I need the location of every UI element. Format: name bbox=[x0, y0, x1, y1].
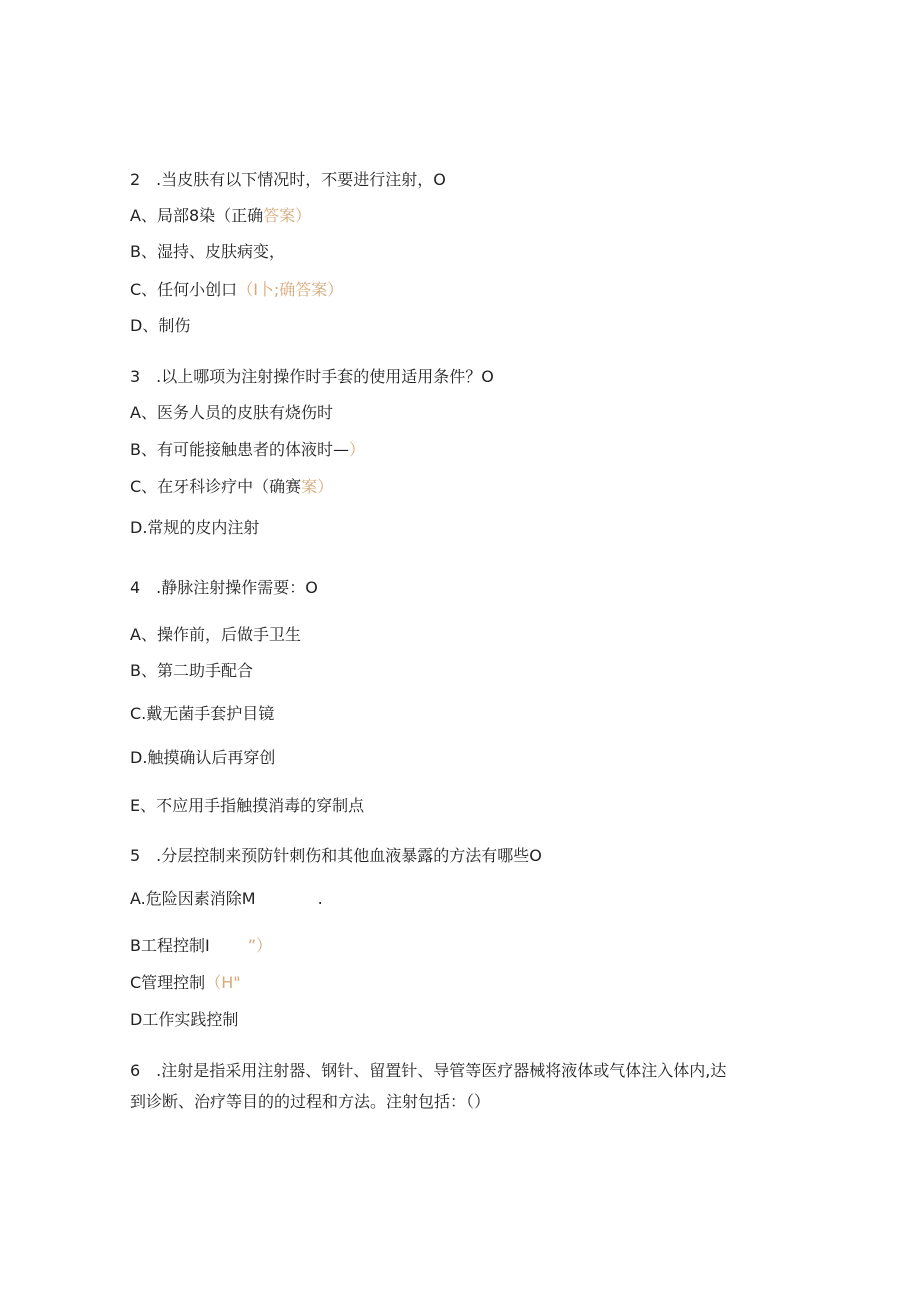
question-3-option-a: A、医务人员的皮肤有烧伤时 bbox=[130, 403, 333, 422]
answer-note: ） bbox=[348, 440, 365, 459]
question-5-option-a: A.危险因素消除M . bbox=[130, 889, 323, 908]
answer-note: 答案） bbox=[263, 206, 312, 225]
answer-note: ”） bbox=[247, 936, 272, 955]
question-2-option-a: A、局部8染（正确答案） bbox=[130, 206, 312, 225]
question-3-stem: 3 .以上哪项为注射操作时手套的使用适用条件？O bbox=[130, 367, 494, 386]
question-5-option-d: D工作实践控制 bbox=[130, 1010, 239, 1029]
question-3-option-d: D.常规的皮内注射 bbox=[130, 518, 260, 537]
question-4-option-e: E、不应用手指触摸消毒的穿制点 bbox=[130, 796, 365, 815]
question-2-option-c: C、任何小创口（I卜;确答案） bbox=[130, 280, 344, 299]
question-4-stem: 4 .静脉注射操作需要：O bbox=[130, 578, 318, 597]
question-6-stem-line-2: 到诊断、治疗等目的的过程和方法。注射包括：（） bbox=[130, 1092, 491, 1111]
question-2-option-b: B、湿持、皮肤病变， bbox=[130, 242, 285, 261]
question-5-option-b: B工程控制I ”） bbox=[130, 936, 272, 955]
answer-note: （I卜;确答案） bbox=[237, 280, 344, 299]
question-4-option-a: A、操作前，后做手卫生 bbox=[130, 625, 301, 644]
question-4-option-d: D.触摸确认后再穿创 bbox=[130, 748, 276, 767]
answer-note: （H" bbox=[205, 973, 241, 992]
question-4-option-b: B、第二助手配合 bbox=[130, 661, 253, 680]
answer-note: 案） bbox=[301, 477, 334, 496]
question-3-option-b: B、有可能接触患者的体液时—） bbox=[130, 440, 365, 459]
question-2-stem: 2 .当皮肤有以下情况时，不要进行注射，O bbox=[130, 170, 446, 189]
question-5-option-c: C管理控制（H" bbox=[130, 973, 241, 992]
question-3-option-c: C、在牙科诊疗中（确赛案） bbox=[130, 477, 334, 496]
question-5-stem: 5 .分层控制来预防针刺伤和其他血液暴露的方法有哪些O bbox=[130, 846, 542, 865]
question-4-option-c: C.戴无菌手套护目镜 bbox=[130, 704, 275, 723]
question-6-stem-line-1: 6 .注射是指采用注射器、钢针、留置针、导管等医疗器械将液体或气体注入体内,达 bbox=[130, 1061, 727, 1080]
answer-note: . bbox=[317, 889, 323, 908]
question-2-option-d: D、制伤 bbox=[130, 316, 191, 335]
